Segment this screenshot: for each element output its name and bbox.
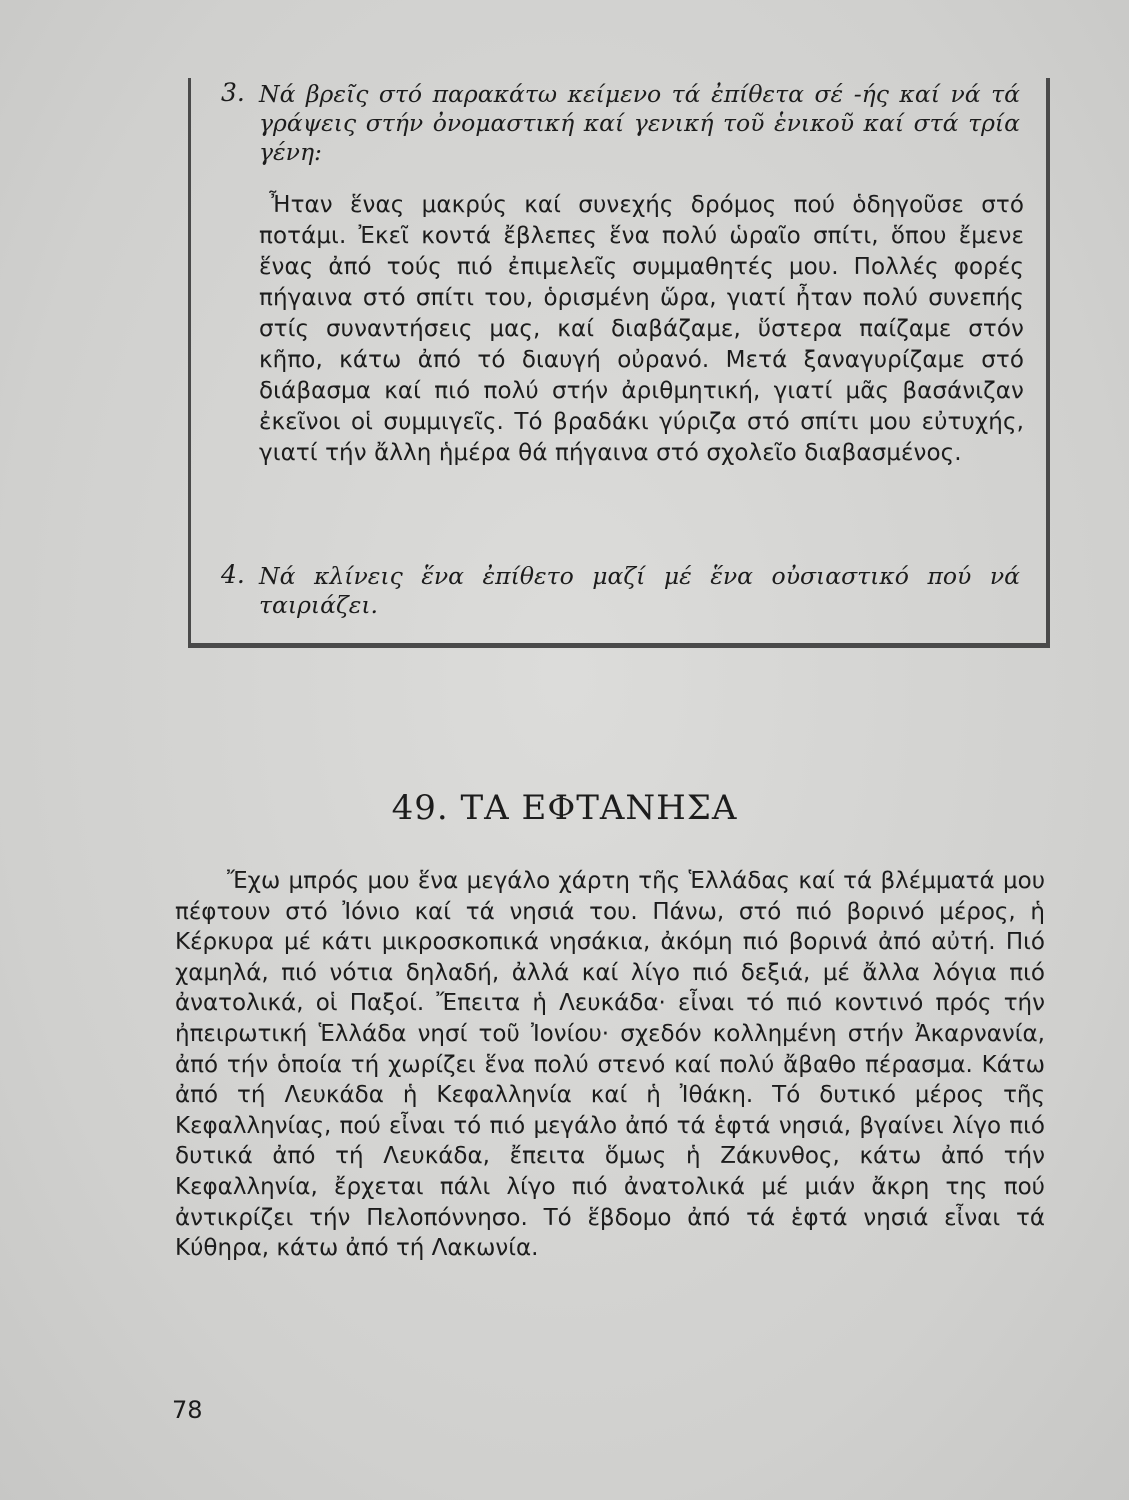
exercise-number: 4.	[221, 560, 245, 589]
exercise-instruction: Νά κλίνεις ἕνα ἐπίθετο μαζί μέ ἕνα οὐσιαστικό πού νά ταιριάζει.	[259, 562, 1020, 619]
exercise-4	[221, 562, 1020, 620]
exercise-passage-text: Ἦταν ἕνας μακρύς καί συνεχής δρόμος πού ὁδηγοῦσε στό ποτάμι. Ἐκεῖ κοντά ἔβλεπες ἕνα πολύ ὡραῖο σπίτι, ὅπου ἔμενε ἕνας ἀπό τούς πιό ἐπιμελεῖς συμμαθητές μου. Πολλές φορές πήγαινα στό σπίτι του, ὁρισμένη ὥρα, γιατί ἦταν πολύ συνεπής στίς συναντήσεις μας, καί διαβάζαμε, ὕστερα παίζαμε στόν κῆπο, κάτω ἀπό τό διαυγή οὐρανό. Μετά ξαναγυρίζαμε στό διάβασμα καί πιό πολύ στήν ἀριθμητική, γιατί μᾶς βασάνιζαν ἐκεῖνοι οἱ συμμιγεῖς. Τό βραδάκι γύριζα στό σπίτι μου εὐτυχής, γιατί τήν ἄλλη ἡμέρα θά πήγαινα στό σχολεῖο διαβασμένος.	[259, 192, 1024, 466]
exercise-box	[188, 78, 1050, 648]
chapter-paragraph: Ἔχω μπρός μου ἕνα μεγάλο χάρτη τῆς Ἑλλάδας καί τά βλέμματά μου πέφτουν στό Ἰόνιο καί τά νησιά του. Πάνω, στό πιό βορινό μέρος, ἡ Κέρκυρα μέ κάτι μικροσκοπικά νησάκια, ἀκόμη πιό βορινά ἀπό αὐτή. Πιό χαμηλά, πιό νότια δηλαδή, ἀλλά καί λίγο πιό δεξιά, μέ ἄλλα λόγια πιό ἀνατολικά, οἱ Παξοί. Ἔπειτα ἡ Λευκάδα· εἶναι τό πιό κοντινό πρός τήν ἠπειρωτική Ἑλλάδα νησί τοῦ Ἰονίου· σχεδόν κολλημένη στήν Ἀκαρνανία, ἀπό τήν ὁποία τή χωρίζει ἕνα πολύ στενό καί πολύ ἄβαθο πέρασμα. Κάτω ἀπό τή Λευκάδα ἡ Κεφαλληνία καί ἡ Ἰθάκη. Τό δυτικό μέρος τῆς Κεφαλληνίας, πού εἶναι τό πιό μεγάλο ἀπό τά ἑφτά νησιά, βγαίνει λίγο πιό δυτικά ἀπό τή Λευκάδα, ἔπειτα ὅμως ἡ Ζάκυνθος, κάτω ἀπό τήν Κεφαλληνία, ἔρχεται πάλι λίγο πιό ἀνατολικά μέ μιάν ἄκρη της πού ἀντικρίζει τήν Πελοπόννησο. Τό ἕβδομο ἀπό τά ἑφτά νησιά εἶναι τά Κύθηρα, κάτω ἀπό τή Λακωνία.	[175, 868, 1045, 1262]
exercise-3-passage	[259, 190, 1024, 469]
exercise-3	[221, 80, 1020, 167]
exercise-number: 3.	[221, 78, 245, 107]
chapter-body	[175, 866, 1045, 1264]
page-number: 78	[172, 1396, 203, 1424]
chapter-title: 49. ΤΑ ΕΦΤΑΝΗΣΑ	[391, 788, 738, 828]
exercise-instruction: Νά βρεῖς στό παρακάτω κείμενο τά ἐπίθετα σέ -ής καί νά τά γράψεις στήν ὀνομαστική καί γενική τοῦ ἑνικοῦ καί στά τρία γένη:	[259, 80, 1020, 166]
